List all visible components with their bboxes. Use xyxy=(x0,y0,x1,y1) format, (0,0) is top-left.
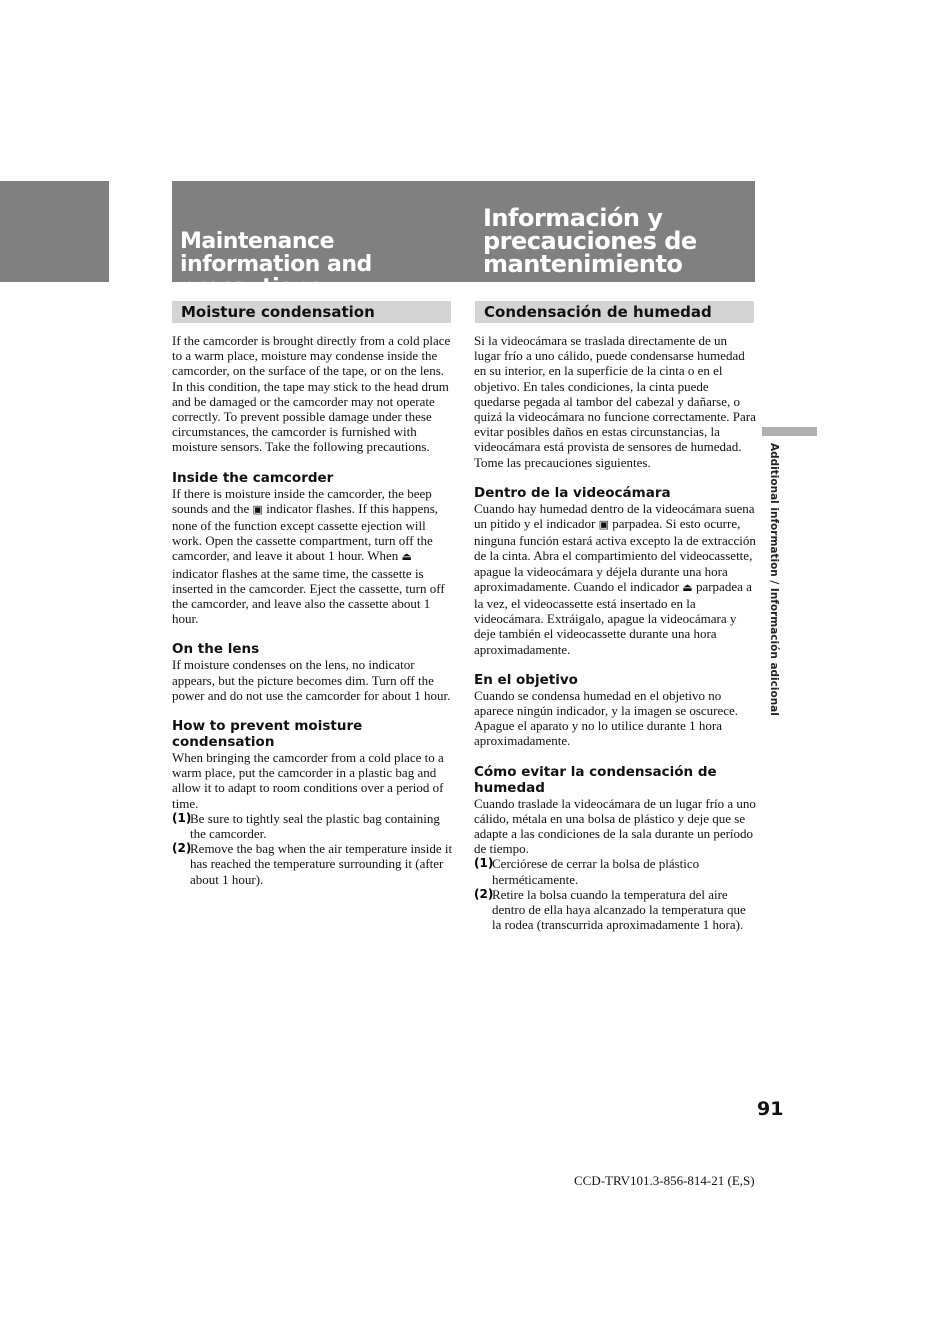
inside-paragraph xyxy=(474,501,756,657)
inside-text-2: parpadea. Si esto ocurre, ninguna función estará activa excepto la de extracción de la cinta. Abra el compartimiento del videocassette, apague la videocámara y déjela durante una hora aproximadamente. Cuando el indicador xyxy=(474,516,756,594)
lens-paragraph: Cuando se condensa humedad en el objetivo no aparece ningún indicador, y la imagen se oscurece. Apague el aparato y no lo utilice durante 1 hora aproximadamente. xyxy=(474,687,739,749)
intro-paragraph: Si la videocámara se traslada directamente de un lugar frío a uno cálido, puede condensarse humedad en su interior, en la superficie de la cinta o en el objetivo. En tales condiciones, la cinta puede quedarse pegada al tambor del cabezal y dañarse, o quizá la videocámara no funcione correctamente. Para evitar posibles daños en estas circunstancias, la videocámara está provista de sensores de humedad. Tome las precauciones siguientes. xyxy=(474,333,756,470)
step-text: Be sure to tightly seal the plastic bag containing the camcorder. xyxy=(190,810,440,842)
section-title-english: Moisture condensation xyxy=(181,303,375,321)
step-number: (1) xyxy=(172,810,192,825)
lens-paragraph: If moisture condenses on the lens, no indicator appears, but the picture becomes dim. Turn off the power and do not use the camcorder for about 1 hour. xyxy=(172,657,451,703)
moisture-indicator-icon: ▣ xyxy=(598,519,609,532)
prevent-paragraph: Cuando traslade la videocámara de un lugar frío a uno cálido, métala en una bolsa de plástico y deje que se adapte a las condiciones de la sala durante un período de tiempo. xyxy=(474,795,756,857)
page-title-spanish: Información y precauciones de mantenimiento xyxy=(483,204,697,278)
inside-text-1: Cuando hay humedad dentro de la videocámara suena un pitido y el indicador xyxy=(474,500,755,532)
subheading-lens: En el objetivo xyxy=(474,671,578,688)
inside-text-3: parpadea a la vez, el videocassette está insertado en la videocámara. Extráigalo, apague la videocámara y deje también el videocassette durante una hora aproximadamente. xyxy=(474,578,752,657)
step-text: Cerciórese de cerrar la bolsa de plástico herméticamente. xyxy=(492,856,700,887)
step-number: (2) xyxy=(172,841,192,856)
english-column xyxy=(172,333,454,887)
subheading-prevent: Cómo evitar la condensación de humedad xyxy=(474,763,717,796)
inside-text-3: indicator flashes at the same time, the cassette is inserted in the camcorder. Eject the cassette, turn off the camcorder, and leave also the cassette about 1 hour. xyxy=(172,565,445,627)
list-item xyxy=(474,856,756,886)
spanish-column xyxy=(474,333,756,933)
intro-paragraph: If the camcorder is brought directly from a cold place to a warm place, moisture may condense inside the camcorder, on the surface of the tape, or on the lens. In this condition, the tape may stick to the head drum and be damaged or the camcorder may not operate correctly. To prevent possible damage under these circumstances, the camcorder is furnished with moisture sensors. Take the following precautions. xyxy=(172,333,451,455)
side-tab-marker xyxy=(762,427,817,436)
section-header-english xyxy=(172,301,451,323)
inside-text-1: If there is moisture inside the camcorder, the beep sounds and the xyxy=(172,485,432,516)
title-banner xyxy=(172,181,755,300)
step-number: (1) xyxy=(474,856,494,871)
inside-paragraph xyxy=(172,486,454,627)
list-item xyxy=(172,841,454,887)
prevent-paragraph: When bringing the camcorder from a cold place to a warm place, put the camcorder in a plastic bag and allow it to adapt to room conditions over a period of time. xyxy=(172,750,444,811)
eject-icon: ⏏ xyxy=(682,581,693,594)
list-item xyxy=(474,887,756,933)
footer-model-code: CCD-TRV101.3-856-814-21 (E,S) xyxy=(574,1173,755,1188)
step-number: (2) xyxy=(474,886,494,901)
moisture-indicator-icon: ▣ xyxy=(252,503,263,516)
side-section-label: Additional information / Información adicional xyxy=(768,443,780,716)
subheading-inside: Dentro de la videocámara xyxy=(474,484,671,501)
chapter-tab-block xyxy=(0,181,109,282)
inside-text-2: indicator flashes. If this happens, none of the function except cassette ejection will work. Open the cassette compartment, turn off the camcorder, and leave it about 1 hour. When xyxy=(172,500,439,564)
subheading-inside: Inside the camcorder xyxy=(172,469,334,486)
section-title-spanish: Condensación de humedad xyxy=(484,303,712,321)
step-text: Retire la bolsa cuando la temperatura del aire dentro de ella haya alcanzado la temperatura que la rodea (transcurrida aproximadamente 1 hora). xyxy=(492,886,746,933)
page-title-english: Maintenance information and precautions xyxy=(180,229,372,300)
list-item xyxy=(172,811,454,841)
subheading-lens: On the lens xyxy=(172,641,260,658)
eject-icon: ⏏ xyxy=(401,551,412,564)
step-text: Remove the bag when the air temperature inside it has reached the temperature surrounding it (after about 1 hour). xyxy=(190,841,453,887)
page-number: 91 xyxy=(757,1098,784,1120)
subheading-prevent: How to prevent moisture condensation xyxy=(172,718,363,751)
section-header-spanish xyxy=(475,301,754,323)
